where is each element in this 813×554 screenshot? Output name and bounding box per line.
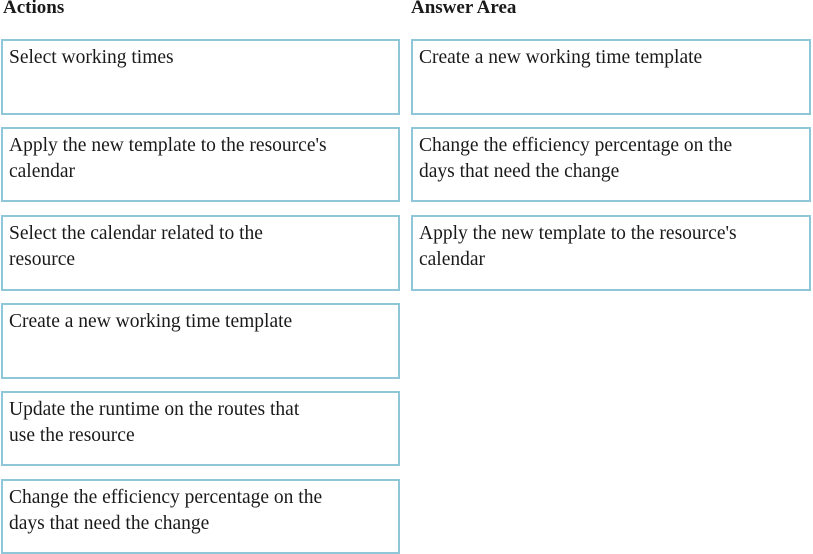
action-item-create-template[interactable]	[1, 303, 400, 379]
action-item-select-calendar[interactable]	[1, 215, 400, 291]
action-item-text: Create a new working time template	[9, 311, 293, 332]
action-item-text: resource	[9, 249, 76, 270]
action-item-select-working-times[interactable]	[1, 39, 400, 115]
action-item-text: days that need the change	[9, 513, 210, 534]
answer-item-text: Change the efficiency percentage on the	[419, 135, 733, 156]
action-item-text: use the resource	[9, 425, 135, 446]
answer-item-apply-template[interactable]	[411, 215, 811, 291]
actions-heading: Actions	[3, 0, 65, 18]
action-item-text: Select working times	[9, 47, 174, 68]
action-item-change-efficiency[interactable]	[1, 479, 400, 554]
answer-item-create-template[interactable]	[411, 39, 811, 115]
answer-item-text: Create a new working time template	[419, 47, 703, 68]
answer-item-change-efficiency[interactable]	[411, 127, 811, 202]
action-item-text: Select the calendar related to the	[9, 223, 263, 244]
answer-item-text: Apply the new template to the resource's	[419, 223, 737, 244]
answer-item-text: calendar	[419, 249, 486, 270]
answer-item-text: days that need the change	[419, 161, 620, 182]
action-item-text: Update the runtime on the routes that	[9, 399, 300, 420]
action-item-text: Apply the new template to the resource's	[9, 135, 327, 156]
action-item-apply-template[interactable]	[1, 127, 400, 202]
action-item-text: calendar	[9, 161, 76, 182]
action-item-update-runtime[interactable]	[1, 391, 400, 466]
answer-area-heading: Answer Area	[411, 0, 517, 18]
action-item-text: Change the efficiency percentage on the	[9, 487, 323, 508]
